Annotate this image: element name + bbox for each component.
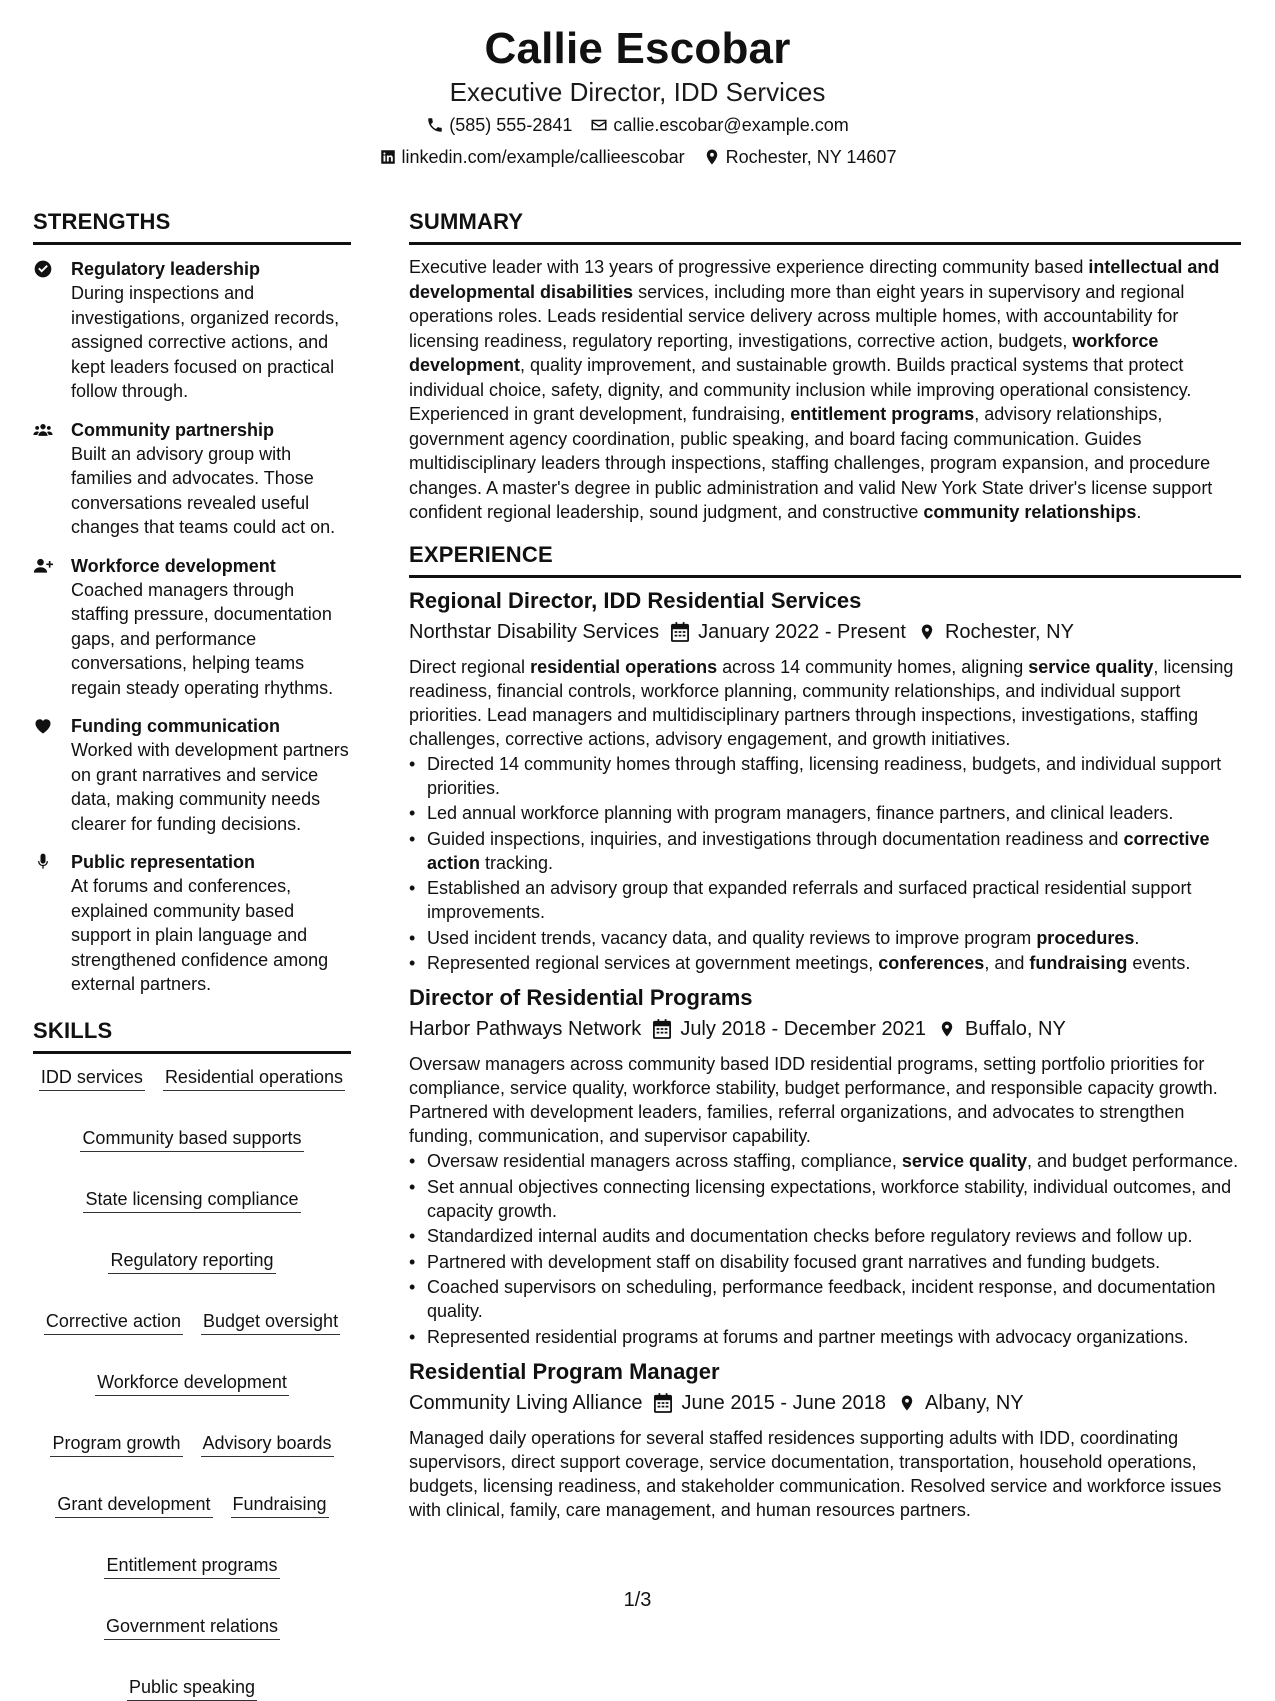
job-description: Direct regional residential operations across 14 community homes, aligning service quality, licensing readiness, financial controls, workforce planning, community relationships, and individual support priorities. Lead managers and multidisciplinary partners through inspections, investigations, staffing challenges, corrective actions, advisory engagement, and growth initiatives. [409, 656, 1234, 749]
strength-item [33, 257, 351, 404]
skill-tag: Regulatory reporting [108, 1249, 275, 1274]
skill-tag: State licensing compliance [83, 1188, 300, 1213]
job-entry [409, 1357, 1241, 1522]
contact-linkedin[interactable] [379, 142, 685, 172]
left-column [33, 208, 351, 1701]
skill-tag: Advisory boards [201, 1432, 334, 1457]
job-meta [409, 617, 1241, 647]
job-dates: January 2022 - Present [698, 620, 906, 643]
strength-item [33, 714, 351, 836]
candidate-title: Executive Director, IDD Services [449, 77, 826, 107]
strength-title: Public representation [71, 852, 256, 872]
bullet-item: • Set annual objectives connecting licensing expectations, workforce stability, individual outcomes, and capacity growth. [409, 1175, 1241, 1223]
linkedin-link[interactable]: linkedin.com/example/callieescobar [401, 147, 685, 167]
strength-desc: During inspections and investigations, organized records, assigned corrective actions, and kept leaders focused on practical follow through. [71, 283, 340, 401]
contact-location [703, 142, 897, 172]
strengths-list [33, 257, 351, 997]
bullet-item: • Coached supervisors on scheduling, performance feedback, incident response, and documentation quality. [409, 1275, 1241, 1323]
skill-tag: Residential operations [163, 1066, 345, 1091]
contact-email[interactable] [590, 110, 848, 140]
job-location: Albany, NY [925, 1391, 1024, 1414]
skill-tag: Budget oversight [201, 1310, 340, 1335]
job-entry [409, 586, 1241, 976]
job-company: Northstar Disability Services [409, 620, 660, 643]
page-number: 1/3 [623, 1589, 652, 1611]
job-location: Rochester, NY [944, 620, 1074, 643]
skill-tag: Community based supports [80, 1127, 303, 1152]
job-dates: July 2018 - December 2021 [680, 1018, 927, 1040]
summary-heading: SUMMARY [409, 208, 1241, 245]
email-link[interactable]: callie.escobar@example.com [613, 115, 849, 135]
bullet-item: • Represented regional services at government meetings, conferences, and fundraising events. [409, 951, 1241, 975]
job-company: Community Living Alliance [409, 1391, 643, 1414]
job-title: Director of Residential Programs [409, 985, 753, 1010]
job-title: Regional Director, IDD Residential Services [409, 587, 862, 613]
strength-item [33, 850, 351, 997]
resume-header [0, 22, 1275, 172]
strength-desc: Worked with development partners on grant narratives and service data, making community needs clearer for funding decisions. [71, 740, 349, 834]
skill-tag: Fundraising [231, 1493, 329, 1518]
bullet-item: • Represented residential programs at forums and partner meetings with advocacy organizations. [409, 1325, 1241, 1349]
envelope-icon [590, 116, 608, 134]
job-meta [409, 1388, 1241, 1418]
bullet-item: • Directed 14 community homes through staffing, licensing readiness, budgets, and individual support priorities. [409, 752, 1241, 800]
contact-phone [426, 110, 572, 140]
job-dates: June 2015 - June 2018 [681, 1391, 887, 1414]
bullet-item: • Led annual workforce planning with program managers, finance partners, and clinical leaders. [409, 801, 1241, 825]
strength-title: Workforce development [71, 555, 276, 576]
strength-desc: Coached managers through staffing pressure, documentation gaps, and performance conversations, helping teams regain steady operating rhythms. [71, 579, 334, 698]
skill-tag: Grant development [55, 1493, 212, 1518]
map-pin-icon [918, 622, 936, 642]
skill-tag: Corrective action [44, 1310, 183, 1335]
strength-desc: Built an advisory group with families and advocates. Those conversations revealed useful changes that teams could act on. [71, 443, 336, 537]
job-title: Residential Program Manager [409, 1358, 720, 1384]
skill-tag: Entitlement programs [104, 1554, 279, 1579]
strength-title: Community partnership [71, 419, 275, 440]
bullet-item: • Established an advisory group that expanded referrals and surfaced practical residential support improvements. [409, 876, 1241, 924]
bullet-item: • Guided inspections, inquiries, and investigations through documentation readiness and corrective action tracking. [409, 827, 1241, 875]
calendar-icon [654, 1393, 672, 1413]
heart-icon [33, 716, 53, 736]
location-text: Rochester, NY 14607 [725, 147, 897, 167]
contact-row-2 [0, 142, 1275, 172]
users-icon [33, 420, 53, 440]
summary-text: Executive leader with 13 years of progressive experience directing community based intellectual and developmental disabilities services, including more than eight years in supervisory and regional operations roles. Leads residential service delivery across multiple homes, with accountability for licensing readiness, regulatory reporting, investigations, corrective action, budgets, workforce development, quality improvement, and sustainable growth. Builds practical systems that protect individual choice, safety, dignity, and community inclusion while improving operational consistency. Experienced in grant development, fundraising, entitlement programs, advisory relationships, government agency coordination, public speaking, and board facing communication. Guides multidisciplinary leaders through inspections, staffing challenges, program expansion, and procedure changes. A master's degree in public administration and valid New York State driver's license support confident regional leadership, sound judgment, and constructive community relationships. [409, 257, 1220, 522]
map-pin-icon [703, 148, 721, 166]
skill-tag: IDD services [39, 1066, 145, 1091]
phone-text: (585) 555-2841 [449, 115, 573, 135]
bullet-item: • Standardized internal audits and documentation checks before regulatory reviews and follow up. [409, 1224, 1241, 1248]
job-company: Harbor Pathways Network [409, 1018, 642, 1040]
job-bullets [409, 1149, 1241, 1349]
contact-row-1 [0, 110, 1275, 140]
strength-title: Funding communication [71, 716, 280, 736]
bullet-item: • Used incident trends, vacancy data, and quality reviews to improve program procedures. [409, 926, 1241, 950]
strength-item [33, 418, 351, 540]
bullet-item: • Oversaw residential managers across staffing, compliance, service quality, and budget performance. [409, 1149, 1241, 1173]
skill-tag: Public speaking [127, 1676, 257, 1701]
phone-icon [426, 116, 444, 134]
strength-item [33, 554, 351, 701]
linkedin-icon [379, 148, 397, 166]
job-entry [409, 983, 1241, 1349]
skill-tag: Workforce development [95, 1371, 289, 1396]
right-column [409, 208, 1241, 1522]
skill-tag: Program growth [50, 1432, 182, 1457]
experience-heading: EXPERIENCE [409, 541, 1241, 578]
job-description: Managed daily operations for several staffed residences supporting adults with IDD, coordinating supervisors, direct support coverage, service documentation, transportation, household operations, budgets, licensing readiness, and stakeholder communication. Resolved service and workforce issues with clinical, family, care management, and human resources partners. [409, 1427, 1222, 1520]
check-circle-icon [33, 259, 53, 279]
skills-heading: SKILLS [33, 1017, 351, 1054]
skill-tag: Government relations [104, 1615, 280, 1640]
candidate-name: Callie Escobar [484, 24, 791, 73]
strength-desc: At forums and conferences, explained community based support in plain language and strengthened confidence among external partners. [71, 876, 329, 994]
map-pin-icon [938, 1019, 956, 1039]
calendar-icon [653, 1019, 671, 1039]
user-plus-icon [33, 556, 53, 576]
microphone-icon [33, 852, 53, 872]
strengths-heading: STRENGTHS [33, 208, 351, 245]
bullet-item: • Partnered with development staff on disability focused grant narratives and funding budgets. [409, 1250, 1241, 1274]
strength-title: Regulatory leadership [71, 259, 261, 279]
map-pin-icon [898, 1393, 916, 1413]
job-bullets [409, 752, 1241, 976]
job-meta [409, 1014, 1241, 1044]
job-description: Oversaw managers across community based IDD residential programs, setting portfolio priorities for compliance, service quality, workforce stability, budget performance, and responsible capacity growth. Partnered with development leaders, families, referral organizations, and advocates to strengthen funding, communication, and supervisor capability. [409, 1054, 1218, 1146]
calendar-icon [671, 622, 689, 642]
job-location: Buffalo, NY [965, 1018, 1066, 1040]
